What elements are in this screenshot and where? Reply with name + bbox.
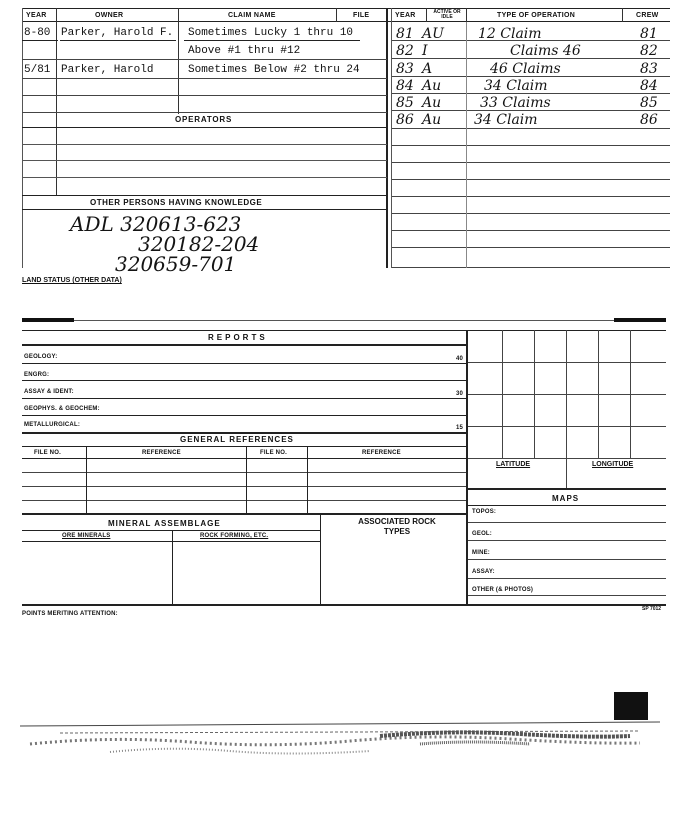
header-claim-name: CLAIM NAME [228,12,276,19]
activity-year-3: 83 [396,61,414,77]
reports-geology-num: 40 [456,356,464,362]
activity-op-5: 33 Claims [480,95,551,111]
general-references-title: GENERAL REFERENCES [180,435,294,444]
row1-claim: Sometimes Lucky 1 thru 10 [188,27,354,39]
mineral-assemblage-title: MINERAL ASSEMBLAGE [108,519,221,528]
activity-op-6: 34 Claim [474,112,538,128]
adl-line-1: ADL 320613-623 [70,212,242,236]
activity-status-1: AU [422,26,444,42]
latitude-label: LATITUDE [496,461,531,468]
activity-status-4: Au [422,78,442,94]
points-meriting-attention-label: POINTS MERITING ATTENTION: [22,611,118,617]
activity-crew-1: 81 [640,26,658,42]
reports-engrg-label: ENGRG: [24,372,50,378]
gr-col-reference-2: REFERENCE [362,450,401,456]
header-file: FILE [353,12,370,19]
rock-forming-label: ROCK FORMING, ETC. [200,533,269,539]
maps-other-label: OTHER (& PHOTOS) [472,587,534,593]
activity-year-6: 86 [396,112,414,128]
land-status-label: LAND STATUS (OTHER DATA) [22,277,122,284]
activity-status-5: Au [422,95,442,111]
reports-geology-label: GEOLOGY: [24,354,58,360]
row2-claim: Above #1 thru #12 [188,45,301,57]
activity-crew-3: 83 [640,61,658,77]
gr-col-reference-1: REFERENCE [142,450,181,456]
activity-crew-6: 86 [640,112,658,128]
activity-op-2: Claims 46 [510,43,581,59]
reports-assay-label: ASSAY & IDENT: [24,389,74,395]
maps-title: MAPS [552,494,580,503]
activity-year-2: 82 [396,43,414,59]
maps-topos-label: TOPOS: [472,509,497,515]
reports-assay-num: 30 [456,391,464,397]
row3-owner: Parker, Harold [61,64,154,76]
maps-geol-label: GEOL: [472,531,492,537]
activity-crew-5: 85 [640,95,658,111]
activity-op-1: 12 Claim [478,26,542,42]
activity-status-6: Au [422,112,442,128]
longitude-label: LONGITUDE [592,461,634,468]
row3-claim: Sometimes Below #2 thru 24 [188,64,360,76]
activity-crew-2: 82 [640,43,658,59]
ore-minerals-label: ORE MINERALS [62,533,111,539]
row1-year: 8-80 [24,27,51,39]
header-active-idle: ACTIVE OR IDLE [433,9,461,20]
reports-metallurgical-num: 15 [456,425,464,431]
operators-title: OPERATORS [175,115,233,124]
associated-rock-types-title: ASSOCIATED ROCK TYPES [358,517,436,536]
row1-owner: Parker, Harold F. [61,27,174,39]
gr-col-fileno-2: FILE NO. [260,450,287,456]
knowledge-title: OTHER PERSONS HAVING KNOWLEDGE [90,198,263,207]
header-crew: CREW [636,12,659,19]
activity-status-2: I [422,43,428,59]
reports-geophys-label: GEOPHYS. & GEOCHEM: [24,406,100,412]
activity-year-4: 84 [396,78,414,94]
row3-year: 5/81 [24,64,51,76]
header-owner: OWNER [95,12,124,19]
activity-year-1: 81 [396,26,414,42]
form-number: SP 7012 [642,606,662,612]
adl-line-2: 320182-204 [138,232,260,256]
adl-line-3: 320659-701 [115,252,237,276]
activity-op-4: 34 Claim [484,78,548,94]
scan-noise-band [0,700,678,770]
header-year-2: YEAR [395,12,416,19]
activity-op-3: 46 Claims [490,61,561,77]
maps-assay-label: ASSAY: [472,569,495,575]
maps-mine-label: MINE: [472,550,490,556]
reports-title: REPORTS [208,333,268,342]
activity-status-3: A [422,61,433,77]
activity-year-5: 85 [396,95,414,111]
reports-metallurgical-label: METALLURGICAL: [24,422,81,428]
gr-col-fileno-1: FILE NO. [34,450,61,456]
activity-crew-4: 84 [640,78,658,94]
header-year: YEAR [26,12,47,19]
header-type-of-operation: TYPE OF OPERATION [497,12,576,19]
